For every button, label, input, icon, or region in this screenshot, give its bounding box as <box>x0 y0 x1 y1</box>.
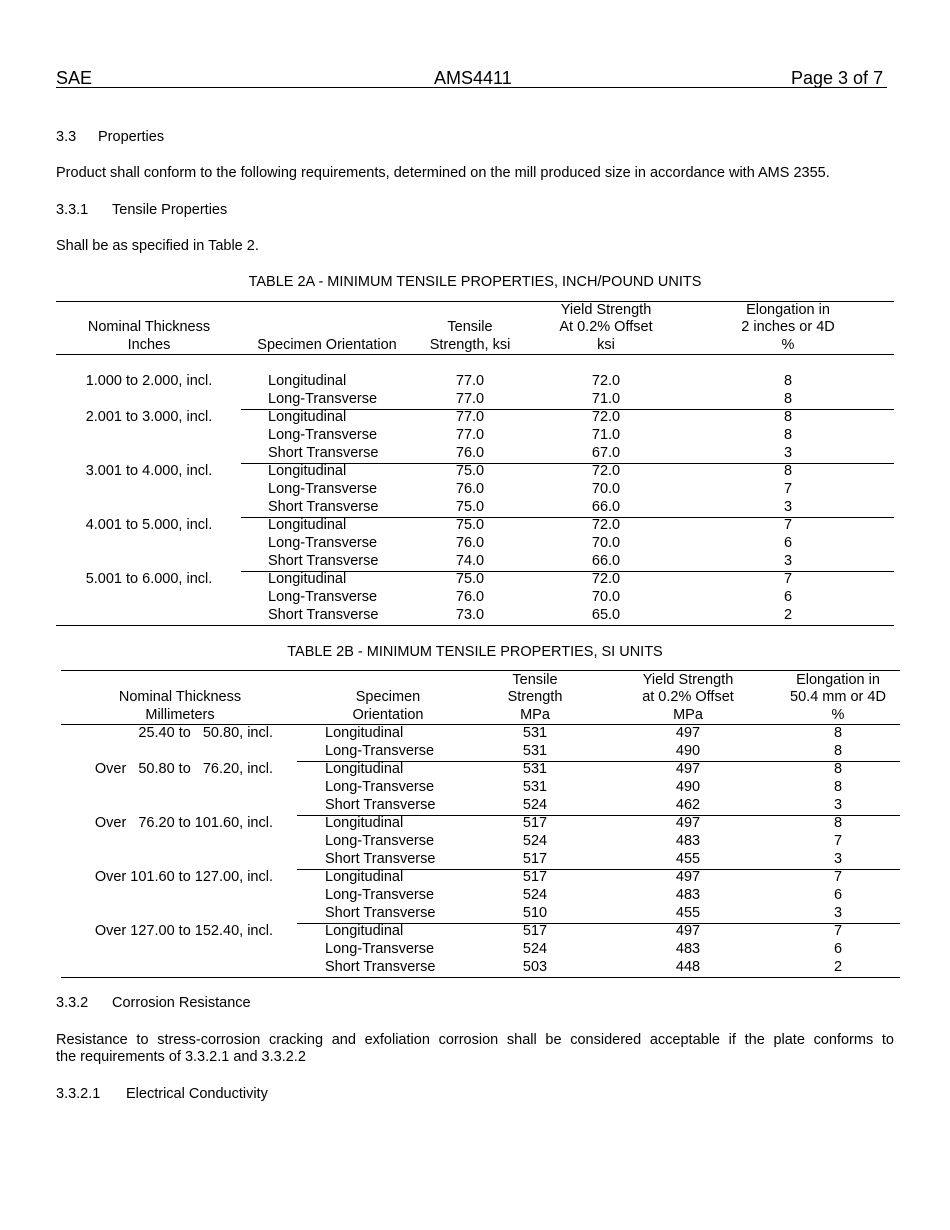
table2b-header-tensile: Strength <box>507 689 563 705</box>
table2b-yield-value: 497 <box>675 725 701 741</box>
table2a-specimen-orientation: Short Transverse <box>268 499 379 515</box>
table2b-yield-value: 483 <box>675 833 701 849</box>
table2b-thickness-range: Over 50.80 to 76.20, incl. <box>94 761 273 777</box>
table2a-tensile-value: 77.0 <box>455 427 485 443</box>
table2a-tensile-value: 76.0 <box>455 445 485 461</box>
table2b-yield-value: 497 <box>675 869 701 885</box>
section-3-3-1-number: 3.3.1 <box>56 202 89 218</box>
table2a-yield-value: 70.0 <box>591 535 621 551</box>
table2b-elongation-value: 6 <box>833 887 843 903</box>
table2a-yield-value: 71.0 <box>591 427 621 443</box>
section-3-3-text: Product shall conform to the following requirements, determined on the mill produced size in accordance with AMS 2355. <box>56 165 830 181</box>
table2b-tensile-value: 517 <box>522 851 548 867</box>
table2b-yield-value: 497 <box>675 761 701 777</box>
table2a-tensile-value: 76.0 <box>455 589 485 605</box>
table2a-elongation-value: 8 <box>783 373 793 389</box>
table2b-tensile-value: 524 <box>522 833 548 849</box>
table2b-elongation-value: 7 <box>833 833 843 849</box>
header-rule <box>56 87 887 88</box>
table2b-specimen-orientation: Longitudinal <box>325 869 404 885</box>
table2a-tensile-value: 77.0 <box>455 373 485 389</box>
table2b-specimen-orientation: Longitudinal <box>325 815 404 831</box>
table-2b-title: TABLE 2B - MINIMUM TENSILE PROPERTIES, SI UNITS <box>287 644 663 660</box>
table2b-header-orientation: Specimen <box>355 689 421 705</box>
table2b-specimen-orientation: Long-Transverse <box>325 779 435 795</box>
table2a-elongation-value: 7 <box>783 517 793 533</box>
table2b-header-tensile: MPa <box>520 706 550 723</box>
table2a-tensile-value: 76.0 <box>455 535 485 551</box>
table2a-yield-value: 70.0 <box>591 589 621 605</box>
table2a-elongation-value: 6 <box>783 589 793 605</box>
table2b-yield-value: 462 <box>675 797 701 813</box>
table2a-specimen-orientation: Short Transverse <box>268 607 379 623</box>
table2b-elongation-value: 8 <box>833 779 843 795</box>
table2a-specimen-orientation: Long-Transverse <box>268 427 378 443</box>
table2b-specimen-orientation: Long-Transverse <box>325 833 435 849</box>
table2a-tensile-value: 77.0 <box>455 409 485 425</box>
table2a-header-yield: Yield Strength <box>560 301 652 318</box>
table2a-specimen-orientation: Longitudinal <box>268 463 347 479</box>
table2b-tensile-value: 517 <box>522 815 548 831</box>
table2a-header-tensile: Strength, ksi <box>429 336 511 353</box>
table2b-tensile-value: 510 <box>522 905 548 921</box>
table2b-yield-value: 455 <box>675 851 701 867</box>
table2a-header-elongation: Elongation in <box>746 301 830 318</box>
table2a-thickness-range: 1.000 to 2.000, incl. <box>85 373 213 389</box>
table2b-specimen-orientation: Longitudinal <box>325 761 404 777</box>
table2b-thickness-range: Over 76.20 to 101.60, incl. <box>94 815 273 831</box>
table2a-elongation-value: 3 <box>783 499 793 515</box>
section-3-3-2-title: Corrosion Resistance <box>112 995 251 1011</box>
table2b-specimen-orientation: Longitudinal <box>325 923 404 939</box>
table2a-yield-value: 70.0 <box>591 481 621 497</box>
table2b-header-thickness: Millimeters <box>145 706 215 723</box>
table2a-specimen-orientation: Long-Transverse <box>268 481 378 497</box>
table2a-header-tensile: Tensile <box>447 319 493 335</box>
table2a-specimen-orientation: Short Transverse <box>268 553 379 569</box>
table2a-elongation-value: 8 <box>783 427 793 443</box>
table2b-tensile-value: 524 <box>522 797 548 813</box>
table2b-header-yield: at 0.2% Offset <box>642 689 734 705</box>
table2b-tensile-value: 503 <box>522 959 548 975</box>
table2b-elongation-value: 8 <box>833 761 843 777</box>
table2a-thickness-range: 5.001 to 6.000, incl. <box>85 571 213 587</box>
table2a-specimen-orientation: Long-Transverse <box>268 589 378 605</box>
table2b-header-yield: MPa <box>673 706 703 723</box>
table2a-thickness-range: 3.001 to 4.000, incl. <box>85 463 213 479</box>
section-3-3-2-number: 3.3.2 <box>56 995 89 1011</box>
table2a-elongation-value: 3 <box>783 553 793 569</box>
table2a-header-elongation: 2 inches or 4D <box>741 319 835 335</box>
table2b-yield-value: 483 <box>675 887 701 903</box>
table2a-header-thickness: Inches <box>127 336 171 353</box>
table2b-bottom-rule <box>61 977 900 978</box>
table2a-header-yield: ksi <box>597 336 615 353</box>
table2b-thickness-range: 25.40 to 50.80, incl. <box>138 725 273 741</box>
section-3-3-2-text-line-1: Resistance to stress-corrosion cracking and exfoliation corrosion shall be considered acceptable if the plate conforms to <box>56 1032 894 1048</box>
table2b-specimen-orientation: Long-Transverse <box>325 887 435 903</box>
table2b-header-thickness: Nominal Thickness <box>118 689 242 705</box>
table2b-yield-value: 490 <box>675 779 701 795</box>
table2a-elongation-value: 2 <box>783 607 793 623</box>
table2b-elongation-value: 6 <box>833 941 843 957</box>
table2a-elongation-value: 7 <box>783 571 793 587</box>
table2b-tensile-value: 531 <box>522 725 548 741</box>
table2b-tensile-value: 524 <box>522 941 548 957</box>
table2b-elongation-value: 7 <box>833 869 843 885</box>
table2a-specimen-orientation: Longitudinal <box>268 373 347 389</box>
table2b-header-orientation: Orientation <box>352 706 424 723</box>
table2a-header-thickness: Nominal Thickness <box>87 319 211 335</box>
table2a-header-yield: At 0.2% Offset <box>559 319 653 335</box>
table2a-bottom-rule <box>56 625 894 626</box>
section-3-3-2-1-title: Electrical Conductivity <box>126 1086 268 1102</box>
table2b-specimen-orientation: Longitudinal <box>325 725 404 741</box>
table2b-header-tensile: Tensile <box>512 671 558 688</box>
section-3-3-number: 3.3 <box>56 129 77 145</box>
table2b-header-elongation: % <box>831 706 845 723</box>
table2a-yield-value: 72.0 <box>591 571 621 587</box>
table2b-elongation-value: 3 <box>833 797 843 813</box>
section-3-3-1-text: Shall be as specified in Table 2. <box>56 238 259 254</box>
section-3-3-2-text-line-2: the requirements of 3.3.2.1 and 3.3.2.2 <box>56 1049 306 1065</box>
table2a-elongation-value: 8 <box>783 391 793 407</box>
section-3-3-1-title: Tensile Properties <box>112 202 228 218</box>
table2a-yield-value: 66.0 <box>591 499 621 515</box>
table2b-elongation-value: 3 <box>833 851 843 867</box>
table2a-specimen-orientation: Longitudinal <box>268 409 347 425</box>
table2b-specimen-orientation: Short Transverse <box>325 959 436 975</box>
table2b-thickness-range: Over 127.00 to 152.40, incl. <box>94 923 273 939</box>
table2b-tensile-value: 531 <box>522 743 548 759</box>
table2a-specimen-orientation: Short Transverse <box>268 445 379 461</box>
table2a-specimen-orientation: Longitudinal <box>268 517 347 533</box>
table2a-yield-value: 72.0 <box>591 409 621 425</box>
table2b-elongation-value: 2 <box>833 959 843 975</box>
table2a-tensile-value: 75.0 <box>455 499 485 515</box>
table2b-specimen-orientation: Long-Transverse <box>325 743 435 759</box>
table2a-tensile-value: 73.0 <box>455 607 485 623</box>
table2b-yield-value: 455 <box>675 905 701 921</box>
table2b-thickness-range: Over 101.60 to 127.00, incl. <box>94 869 273 885</box>
table2a-header-elongation: % <box>781 336 795 353</box>
header-page-number: Page 3 of 7 <box>791 68 884 88</box>
table2b-tensile-value: 517 <box>522 869 548 885</box>
table2a-elongation-value: 8 <box>783 463 793 479</box>
table2a-specimen-orientation: Longitudinal <box>268 571 347 587</box>
table2b-specimen-orientation: Long-Transverse <box>325 941 435 957</box>
table2a-tensile-value: 77.0 <box>455 391 485 407</box>
table2b-header-elongation: 50.4 mm or 4D <box>790 689 886 705</box>
table2b-yield-value: 497 <box>675 923 701 939</box>
header-doc-number: AMS4411 <box>434 68 512 88</box>
table2b-header-yield: Yield Strength <box>642 671 734 688</box>
table2a-thickness-range: 4.001 to 5.000, incl. <box>85 517 213 533</box>
table2a-tensile-value: 74.0 <box>455 553 485 569</box>
table2a-tensile-value: 75.0 <box>455 517 485 533</box>
table2a-yield-value: 72.0 <box>591 463 621 479</box>
table2a-elongation-value: 7 <box>783 481 793 497</box>
header-left: SAE <box>56 68 93 88</box>
table2a-yield-value: 67.0 <box>591 445 621 461</box>
table2b-yield-value: 483 <box>675 941 701 957</box>
table2a-tensile-value: 75.0 <box>455 571 485 587</box>
table2a-yield-value: 65.0 <box>591 607 621 623</box>
table2b-yield-value: 448 <box>675 959 701 975</box>
table2b-elongation-value: 8 <box>833 815 843 831</box>
section-3-3-2-1-number: 3.3.2.1 <box>56 1086 101 1102</box>
table2a-elongation-value: 6 <box>783 535 793 551</box>
table2b-tensile-value: 531 <box>522 779 548 795</box>
table2b-tensile-value: 517 <box>522 923 548 939</box>
table2a-tensile-value: 75.0 <box>455 463 485 479</box>
table2b-elongation-value: 7 <box>833 923 843 939</box>
table2b-yield-value: 497 <box>675 815 701 831</box>
table2b-specimen-orientation: Short Transverse <box>325 851 436 867</box>
table2a-yield-value: 72.0 <box>591 517 621 533</box>
table2b-elongation-value: 8 <box>833 725 843 741</box>
section-3-3-title: Properties <box>98 129 165 145</box>
table-2a-title: TABLE 2A - MINIMUM TENSILE PROPERTIES, INCH/POUND UNITS <box>248 274 702 290</box>
table2a-elongation-value: 3 <box>783 445 793 461</box>
table2a-thickness-range: 2.001 to 3.000, incl. <box>85 409 213 425</box>
table2a-yield-value: 66.0 <box>591 553 621 569</box>
table2b-tensile-value: 531 <box>522 761 548 777</box>
table2b-elongation-value: 8 <box>833 743 843 759</box>
table2a-yield-value: 71.0 <box>591 391 621 407</box>
table2b-tensile-value: 524 <box>522 887 548 903</box>
table2a-specimen-orientation: Long-Transverse <box>268 535 378 551</box>
table2a-elongation-value: 8 <box>783 409 793 425</box>
table2a-yield-value: 72.0 <box>591 373 621 389</box>
table2b-header-elongation: Elongation in <box>796 671 880 688</box>
table2a-tensile-value: 76.0 <box>455 481 485 497</box>
table2a-header-orientation: Specimen Orientation <box>257 336 397 353</box>
table2b-specimen-orientation: Short Transverse <box>325 905 436 921</box>
table2b-specimen-orientation: Short Transverse <box>325 797 436 813</box>
table2b-elongation-value: 3 <box>833 905 843 921</box>
table2a-header-rule <box>56 354 894 355</box>
table2a-specimen-orientation: Long-Transverse <box>268 391 378 407</box>
table2b-yield-value: 490 <box>675 743 701 759</box>
